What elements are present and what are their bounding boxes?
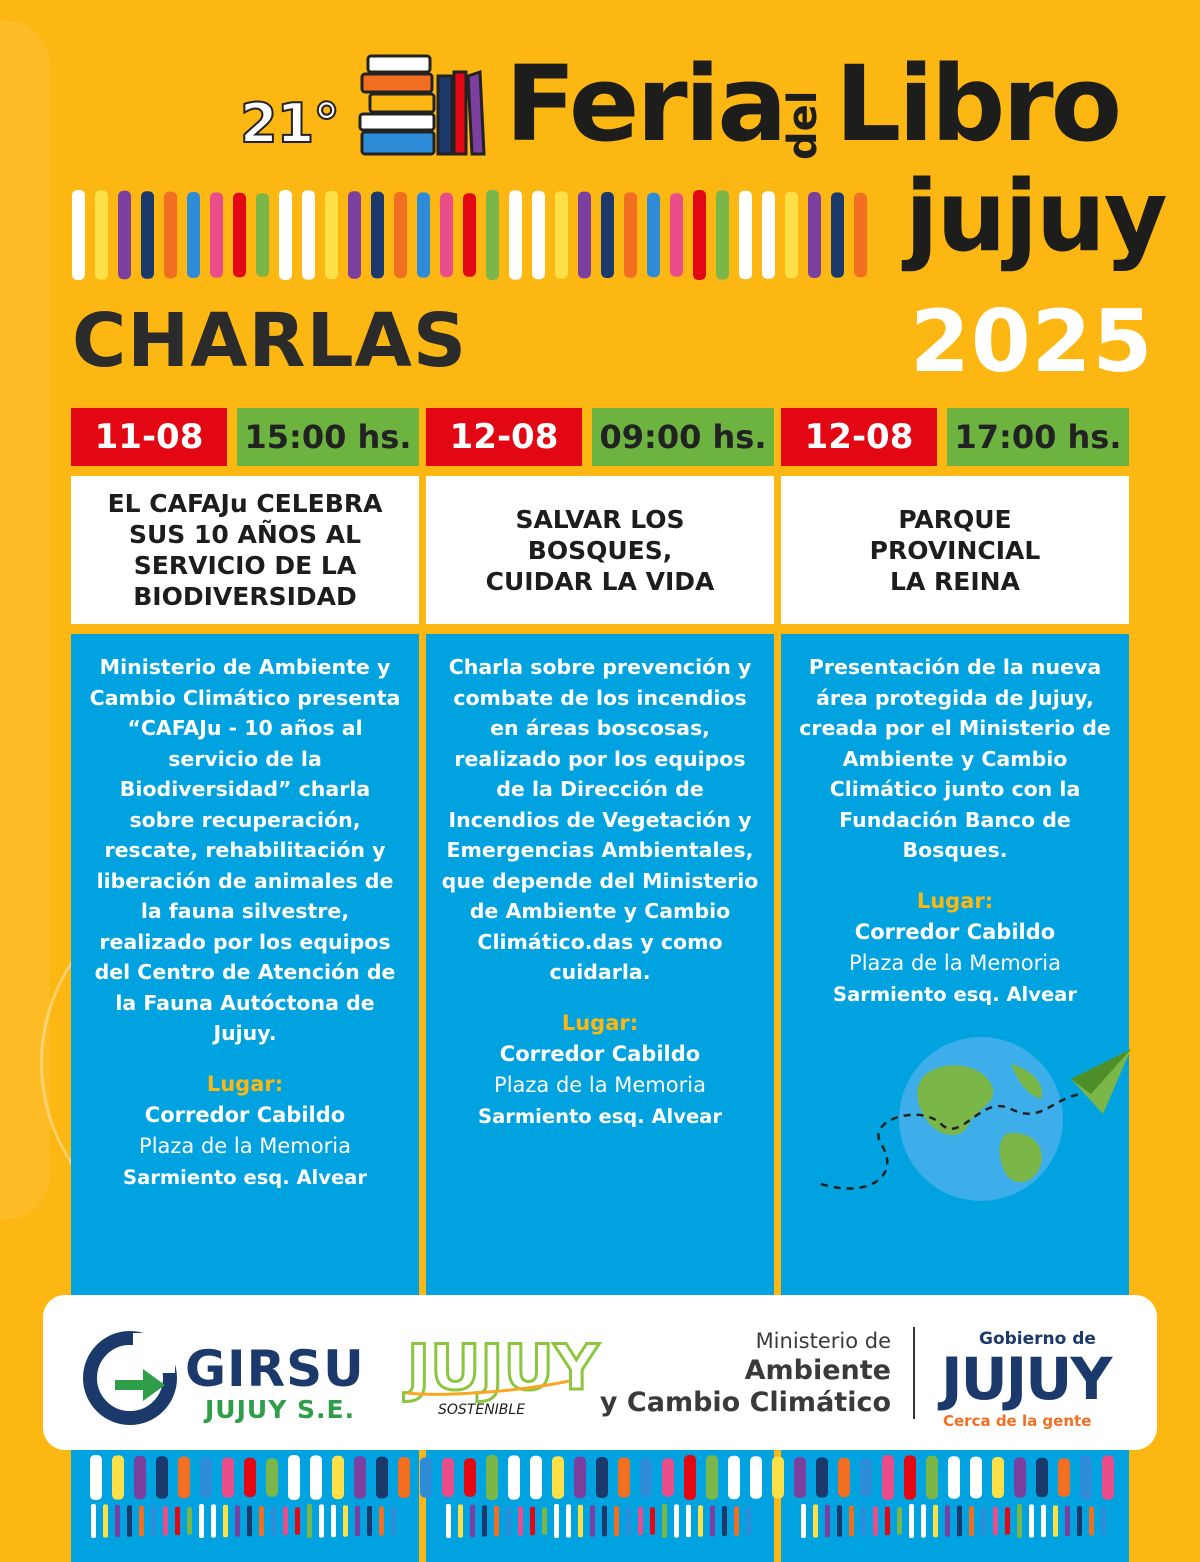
- decorative-stripes: [799, 1504, 1111, 1538]
- ministry-line: Ministerio de: [755, 1329, 891, 1353]
- stripe: [860, 1458, 872, 1497]
- talk-title: [71, 476, 419, 624]
- place-address: Sarmiento esq. Alvear: [478, 1104, 722, 1128]
- stripe: [555, 191, 568, 279]
- stripe: [854, 193, 867, 277]
- stripe: [417, 192, 430, 277]
- stripe: [1080, 1455, 1092, 1500]
- stripe: [1053, 1505, 1058, 1537]
- stripe: [509, 190, 522, 279]
- stripe: [486, 190, 499, 280]
- stripe: [882, 1455, 894, 1500]
- title-del: del: [780, 90, 826, 160]
- title-city: jujuy: [905, 160, 1166, 274]
- talk-title: [426, 476, 774, 624]
- stripe: [530, 1456, 542, 1499]
- place-address: Sarmiento esq. Alvear: [123, 1165, 367, 1189]
- talk-description: Presentación de la nueva área protegida de Jujuy, creada por el Ministerio de Ambiente y Cambio Climático junto con la Fundación Banco de Bosques.: [799, 655, 1111, 862]
- talk-title-line: SALVAR LOS: [515, 504, 685, 534]
- talk-title-line: PARQUE: [898, 504, 1012, 534]
- stripe: [933, 1505, 938, 1537]
- stripe: [706, 1455, 718, 1499]
- place-sub: Plaza de la Memoria: [139, 1133, 351, 1158]
- place-label: Lugar:: [206, 1071, 284, 1096]
- stripe: [590, 1505, 595, 1537]
- stripe: [728, 1456, 740, 1499]
- place-label: Lugar:: [561, 1010, 639, 1035]
- stripe: [970, 1457, 982, 1499]
- place-venue: Corredor Cabildo: [499, 1041, 701, 1066]
- talk-place: [440, 1008, 760, 1132]
- stripe: [91, 1504, 96, 1538]
- stripe: [921, 1504, 926, 1537]
- stripe: [187, 1507, 192, 1535]
- stripe: [542, 1507, 547, 1535]
- stripe: [772, 1457, 784, 1499]
- stripe: [808, 192, 821, 278]
- talk-time: 15:00 hs.: [237, 408, 419, 466]
- stripe: [716, 190, 729, 279]
- stripe: [1077, 1506, 1082, 1536]
- talk-description: Ministerio de Ambiente y Cambio Climático presenta “CAFAJu - 10 años al servicio de la Biodiversidad” charla sobre recuperación, rescate, rehabilitación y liberación de animales de la fauna silvestre, realizado por los equipos del Centro de Atención de la Fauna Autóctona de Jujuy.: [89, 655, 401, 1045]
- talk-place: [795, 886, 1115, 1010]
- stripe: [376, 1457, 388, 1499]
- stripe: [626, 1506, 631, 1535]
- stripe: [981, 1506, 986, 1535]
- stripe: [355, 1506, 360, 1537]
- stripe: [343, 1505, 348, 1537]
- stripe: [266, 1458, 278, 1497]
- stripe: [1029, 1504, 1034, 1537]
- stripe: [494, 1506, 499, 1537]
- talk-title-line: SUS 10 AÑOS AL: [128, 520, 362, 549]
- stripe: [200, 1457, 212, 1498]
- stripe: [640, 1458, 652, 1497]
- stripe: [614, 1506, 619, 1536]
- stripe: [325, 191, 338, 279]
- stripe: [969, 1506, 974, 1536]
- stripe: [674, 1504, 679, 1537]
- stripe: [762, 191, 775, 279]
- stripe: [307, 1504, 312, 1538]
- stripe: [271, 1506, 276, 1535]
- stripe: [371, 192, 384, 279]
- stripe: [283, 1507, 288, 1535]
- stripe: [367, 1506, 372, 1536]
- stripe: [244, 1458, 256, 1497]
- stripe: [698, 1505, 703, 1537]
- stripe: [957, 1506, 962, 1537]
- stripe: [1058, 1458, 1070, 1497]
- decorative-stripes: [89, 1504, 401, 1538]
- stripe: [904, 1455, 916, 1499]
- stripe: [722, 1506, 727, 1536]
- stripe: [825, 1505, 830, 1537]
- stripe: [394, 192, 407, 278]
- place-address: Sarmiento esq. Alvear: [833, 982, 1077, 1006]
- stripe: [638, 1507, 643, 1535]
- stripe: [873, 1506, 878, 1535]
- stripe: [831, 192, 844, 277]
- stripe: [379, 1506, 384, 1535]
- stripe: [909, 1504, 914, 1538]
- stripe: [508, 1455, 520, 1499]
- stripe: [210, 192, 223, 277]
- stripe: [650, 1507, 655, 1535]
- stripe: [354, 1456, 366, 1499]
- place-venue: Corredor Cabildo: [144, 1102, 346, 1127]
- ministry-logo: [600, 1327, 891, 1419]
- stripe: [178, 1457, 190, 1499]
- stripe: [470, 1505, 475, 1537]
- stripe: [686, 1505, 691, 1537]
- stripe: [118, 191, 131, 279]
- talk-title-line: PROVINCIAL: [869, 535, 1041, 565]
- girsu-logo-icon: [85, 1333, 175, 1423]
- stripe: [310, 1455, 322, 1499]
- stripe: [295, 1507, 300, 1535]
- stripe: [566, 1504, 571, 1537]
- stripe: [530, 1507, 535, 1535]
- talk-time: 09:00 hs.: [592, 408, 774, 466]
- stripe: [259, 1506, 264, 1536]
- stripe: [1014, 1457, 1026, 1497]
- stripe: [458, 1504, 463, 1537]
- stripe: [440, 193, 453, 277]
- stripe: [1102, 1455, 1114, 1499]
- stripe: [420, 1457, 432, 1497]
- stripe: [506, 1506, 511, 1536]
- stripe: [463, 193, 476, 277]
- stripe: [926, 1456, 938, 1499]
- section-title: CHARLAS: [72, 298, 468, 384]
- stripe: [574, 1457, 586, 1499]
- stripe: [141, 191, 154, 279]
- stripe: [746, 1507, 751, 1535]
- stripe: [578, 1505, 583, 1537]
- stripe: [156, 1456, 168, 1499]
- stripe: [662, 1504, 667, 1538]
- place-label: Lugar:: [916, 888, 994, 913]
- stripe: [1089, 1506, 1094, 1535]
- talk-title-line: CUIDAR LA VIDA: [485, 566, 715, 596]
- stripe: [199, 1504, 204, 1538]
- stripe: [175, 1507, 180, 1535]
- place-sub: Plaza de la Memoria: [849, 950, 1061, 975]
- stripe: [486, 1455, 498, 1500]
- decorative-stripes: [444, 1504, 756, 1538]
- talk-title-line: LA REINA: [890, 566, 1020, 596]
- stripe: [446, 1504, 451, 1538]
- stripe: [813, 1504, 818, 1537]
- year: 2025: [910, 292, 1154, 392]
- talk-title: [781, 476, 1129, 624]
- stripe: [222, 1457, 234, 1497]
- stripe: [734, 1506, 739, 1535]
- stripe: [710, 1506, 715, 1537]
- stripe: [552, 1456, 564, 1499]
- stripe: [670, 193, 683, 277]
- svg-text:JUJUY: JUJUY: [407, 1331, 599, 1404]
- talk-title-line: SERVICIO DE LA: [133, 551, 357, 580]
- stripe: [235, 1505, 240, 1537]
- stripe: [164, 192, 177, 279]
- stripe: [554, 1504, 559, 1538]
- stripe: [739, 191, 752, 279]
- talk-description: Charla sobre prevención y combate de los incendios en áreas boscosas, realizado por los equipos de la Dirección de Incendios de Vegetación y Emergencias Ambientales, que depende del Ministerio de Ambiente y Cambio Climático.das y como cuidarla.: [441, 655, 759, 984]
- government-name: JUJUY: [941, 1345, 1111, 1413]
- stripe: [885, 1507, 890, 1535]
- stripe: [601, 192, 614, 278]
- stripe: [115, 1505, 120, 1537]
- stripe: [897, 1507, 902, 1535]
- stripe: [1065, 1506, 1070, 1537]
- talk-date: 12-08: [426, 408, 582, 466]
- ministry-line: y Cambio Climático: [599, 1387, 891, 1418]
- stripe: [103, 1504, 108, 1537]
- stripe: [1036, 1458, 1048, 1497]
- decorative-stripes-bottom: [88, 1455, 1118, 1500]
- stripe: [464, 1458, 476, 1497]
- stripe: [90, 1455, 102, 1500]
- footer-divider: [913, 1327, 915, 1419]
- stripe: [279, 190, 292, 280]
- stripe: [163, 1506, 168, 1535]
- stripe: [112, 1455, 124, 1499]
- title-libro: Libro: [835, 43, 1120, 165]
- stripe: [95, 190, 108, 279]
- stripe: [838, 1458, 850, 1497]
- decorative-stripes-top: [70, 190, 870, 280]
- stripe: [618, 1457, 630, 1497]
- stripe: [398, 1457, 410, 1498]
- stripe: [348, 191, 361, 279]
- stripe: [331, 1505, 336, 1537]
- talk-time: 17:00 hs.: [947, 408, 1129, 466]
- stripe: [247, 1506, 252, 1537]
- stripe: [993, 1507, 998, 1535]
- books-icon: [356, 52, 486, 162]
- stripe: [624, 192, 637, 277]
- stripe: [288, 1455, 300, 1500]
- stripe: [319, 1504, 324, 1537]
- talk-date: 12-08: [781, 408, 937, 466]
- stripe: [596, 1457, 608, 1498]
- talk-date: 11-08: [71, 408, 227, 466]
- stripe: [693, 190, 706, 280]
- sponsors-footer: [43, 1295, 1157, 1450]
- stripe: [801, 1504, 806, 1538]
- stripe: [684, 1455, 696, 1500]
- stripe: [332, 1456, 344, 1499]
- place-sub: Plaza de la Memoria: [494, 1072, 706, 1097]
- stripe: [794, 1457, 806, 1498]
- girsu-name: GIRSU: [185, 1340, 365, 1398]
- stripe: [861, 1506, 866, 1536]
- talk-title-line: BIODIVERSIDAD: [133, 582, 357, 611]
- girsu-subtitle: JUJUY S.E.: [205, 1395, 356, 1424]
- stripe: [302, 190, 315, 279]
- stripe: [482, 1505, 487, 1537]
- talk-title-line: BOSQUES,: [527, 535, 673, 565]
- government-line: Gobierno de: [979, 1329, 1096, 1349]
- stripe: [816, 1457, 828, 1497]
- stripe: [750, 1456, 762, 1499]
- stripe: [992, 1457, 1004, 1498]
- talk-title-line: EL CAFAJu CELEBRA: [107, 489, 383, 518]
- stripe: [442, 1458, 454, 1497]
- stripe: [945, 1505, 950, 1537]
- stripe: [151, 1506, 156, 1536]
- stripe: [211, 1504, 216, 1537]
- stripe: [233, 193, 246, 277]
- stripe: [187, 192, 200, 278]
- stripe: [578, 192, 591, 279]
- stripe: [837, 1505, 842, 1537]
- stripe: [1005, 1507, 1010, 1535]
- stripe: [518, 1506, 523, 1535]
- paper-plane-icon: [1071, 1049, 1131, 1114]
- stripe: [1101, 1507, 1106, 1535]
- stripe: [391, 1507, 396, 1535]
- edition-number: 21°: [240, 92, 340, 155]
- stripe: [256, 193, 269, 277]
- stripe: [785, 192, 798, 279]
- stripe: [134, 1456, 146, 1499]
- stripe: [1017, 1504, 1022, 1538]
- stripe: [139, 1506, 144, 1537]
- stripe: [1041, 1505, 1046, 1537]
- government-slogan: Cerca de la gente: [943, 1412, 1092, 1430]
- title-feria: Feria: [505, 43, 785, 165]
- stripe: [127, 1505, 132, 1537]
- jujuy-sostenible-logo: [403, 1331, 599, 1404]
- place-venue: Corredor Cabildo: [854, 919, 1056, 944]
- stripe: [948, 1456, 960, 1499]
- globe-icon: [841, 1024, 1131, 1214]
- stripe: [849, 1506, 854, 1537]
- talk-place: [85, 1069, 405, 1193]
- ministry-line: Ambiente: [744, 1355, 891, 1386]
- stripe: [223, 1505, 228, 1537]
- stripe: [602, 1506, 607, 1537]
- stripe: [72, 190, 85, 280]
- stripe: [532, 191, 545, 279]
- stripe: [662, 1458, 674, 1497]
- stripe: [647, 193, 660, 277]
- sostenible-label: SOSTENIBLE: [438, 1402, 526, 1418]
